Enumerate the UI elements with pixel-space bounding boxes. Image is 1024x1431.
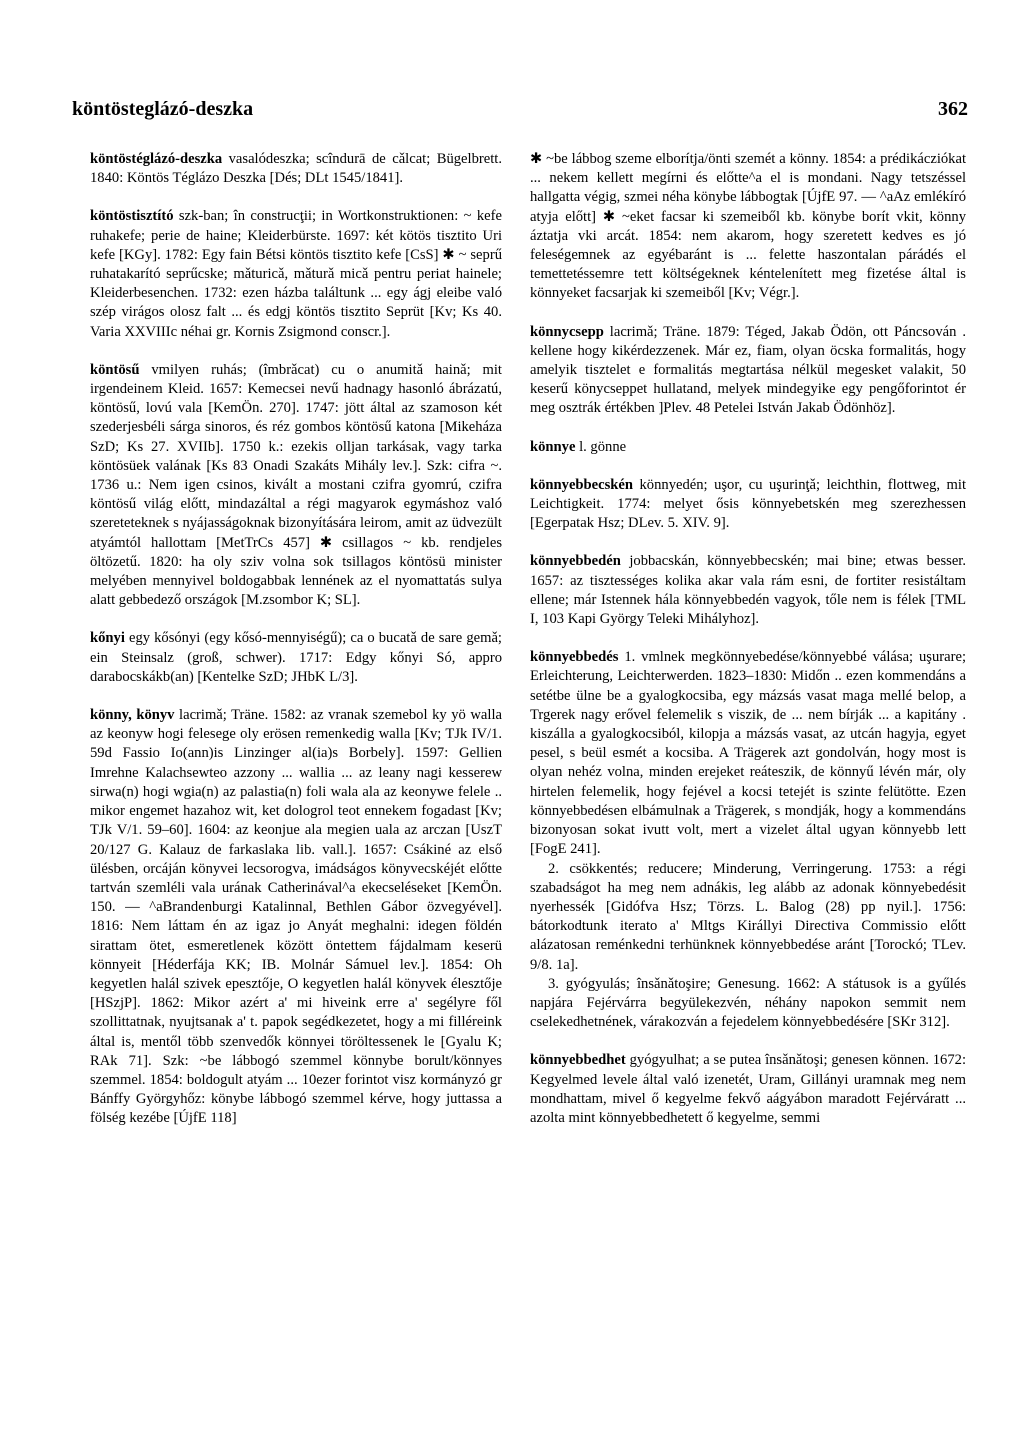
entry-text: l. gönne bbox=[579, 438, 627, 455]
dictionary-entry bbox=[90, 150, 502, 188]
entry-text: 3. gyógyulás; însǎnǎtoşire; Genesung. 1662: A státusok is a gyűlés napjára Fejérvárra begyülekezvén, néhány napokon semmit nem cselekedhetnének, várakozván a fejedelem könnyebbedésére [SKr 312]. bbox=[530, 975, 966, 1031]
entry-paragraph bbox=[90, 207, 502, 341]
entry-text: vmilyen ruhás; (îmbrǎcat) cu o anumitǎ hainǎ; mit irgendeinem Kleid. 1657: Kemecsei nevű hadnagy hasonló ábrázatú, köntösű, lovú vala [KemÖn. 270]. 1747: jött által az szamoson két szederjesbéli sárga sinoros, és réz gombos köntösű katona [Mikeháza SzD; Ks 27. XVIIb]. 1750 k.: ezekis olljan tarkásak, vagy tarka köntösüek valának [Ks 83 Onadi Szakáts Mihály lev.]. Szk: cifra ~. 1736 u.: Nem igen csinos, kivált a mostani czifra gyomrú, czifra köntösű világ előtt, mindazáltal a régi magyarok egymáshoz való szereteteknek s nyájasságoknak bizonyítására leirom, amit az üdvezült atyámtól hallottam [MetTrCs 457] ✱ csillagos ~ kb. rendjeles öltözetű. 1820: ha oly sziv volna sok tsillagos köntösü minister melyében mennyivel boldogabbak lennének az el nyomattatás sulya alatt gebbedező országok [M.zsombor K; SL]. bbox=[90, 361, 502, 609]
entry-headword: könnyebbedhet bbox=[530, 1052, 626, 1069]
entry-headword: könny, könyv bbox=[90, 707, 175, 724]
left-column bbox=[90, 150, 502, 1148]
entry-text: jobbacskán, könnyebbecskén; mai bine; etwas besser. 1657: az tisztességes kolika akar vala rám esni, de fortiter resistáltam ellene; már Istennek hála könnyebbedén vagyok, tőle nem is félek [TML I, 103 Kapi György Teleki Mihályhoz]. bbox=[530, 553, 966, 628]
dictionary-entry bbox=[530, 323, 966, 419]
entry-paragraph bbox=[530, 323, 966, 419]
entry-text: 1. vmlnek megkönnyebedése/könnyebbé válása; uşurare; Erleichterung, Leichterwerden. 1823–1830: Midőn .. ezen kommendáns a setétbe ülne be a gyalogkocsiba, egy mázsás vasat maga mellé belop, a Trgerek nagy erővel felemelik s viszik, de ... nem bírják ... a kapitány . kiszálla a gyalogkocsiból, kilopja a mázsás vasat, az utcán hagyja, egyet pesel, s beül esmét a kocsiba. A Trägerek azt gondolván, hogy most is olyan nehéz volna, minden erejeket reáteszik, de könnyű lévén már, oly hirtelen felemelik, hogy fejével a kocsi tetejét is szinte felütötte. Ezen könnyebbedésen elbámulnak a Trägerek, s mondják, hogy a kommendáns bizonyosan sokat ivutt volt, mert a vizelet által ugyan könnyebb lett [FogE 241]. bbox=[530, 649, 967, 858]
entry-paragraph bbox=[530, 476, 966, 534]
running-head: köntösteglázó-deszka bbox=[72, 98, 254, 120]
entry-headword: könnye bbox=[530, 438, 576, 455]
entry-paragraph bbox=[90, 361, 502, 611]
dictionary-entry bbox=[530, 150, 966, 304]
entry-headword: köntöstisztító bbox=[90, 208, 174, 225]
entry-paragraph bbox=[530, 438, 966, 457]
entry-headword: könnyebbedés bbox=[530, 649, 619, 666]
dictionary-entry bbox=[90, 706, 502, 1128]
page-number: 362 bbox=[938, 98, 968, 120]
right-column bbox=[530, 150, 966, 1147]
entry-paragraph bbox=[530, 552, 966, 629]
entry-paragraph bbox=[90, 706, 502, 1128]
entry-headword: köntöstéglázó-deszka bbox=[90, 151, 223, 167]
dictionary-entry bbox=[530, 438, 966, 457]
dictionary-entry bbox=[90, 361, 502, 611]
entry-text: könnyedén; uşor, cu uşurinţǎ; leichthin, flottweg, mit Leichtigkeit. 1774: melyet ősis könnyebetskén meg szerezhessen [Egerpatak Hsz; DLev. 5. XIV. 9]. bbox=[530, 476, 966, 532]
entry-text: lacrimǎ; Träne. 1582: az vranak szemebol ky yö walla az keonyw hogi felesege oly erösen remenkedig walla [Kv; TJk IV/1. 59d Fassio Io(ann)is Linzinger al(ia)s Borbely]. 1597: Gellien Imrehne Kalachsewteo azzony ... wallia ... az leany nagi kesserew sirwa(n) hogi wgia(n) az palastia(n) foli wala ala az keonywe felele .. mikor engemet hazahoz wit, ket dologrol teot ennekem fogadast [Kv; TJk V/1. 59–60]. 1604: az keonjue ala megien uala az arczan [UszT 20/127 G. Kalauz de farkaslaka lib. vall.]. 1657: Csákiné az első ülésben, orcáján könyvei lecsorogva, imádságos könyvecskéjét előtte tartván szemléli vala urának Catherinával^a ekecseléseket [KemÖn. 150. — ^aBrandenburgi Katalinnal, Bethlen Gábor özvegyével]. 1816: Nem láttam én az igaz jo Anyát meghalni: idegen földén sirattam ötet, esmeretlenek között öntettem fájdalmam keserü könnyeit [Héderfája KK; IB. Molnár Sámuel lev.]. 1854: Oh kegyetlen halál szivek epesztője, O kegyetlen halál könyvek élesztője [HSzjP]. 1862: Mikor azért a' mi hiveink erre a' segélyre fől szollittatnak, nyujtsanak a' t. papok segédkezetet, hogy a mi filléreink által is, mentől több szenvedők könnyei töröltessenek le [Gyalu K; RAk 71]. Szk: ~be lábbogó szemmel könnybe borult/könnyes szemmel. 1854: boldogult atyám ... 10ezer forintot visz kormányzó gr Bánffy Györgyhőz: könybe lábbogó szemmel kérve, hogy juttassa a fölség kezébe [ÚjfE 118] bbox=[90, 707, 502, 1127]
dictionary-entry bbox=[530, 476, 966, 534]
entry-text: egy kősónyi (egy kősó-mennyiségű); ca o bucatǎ de sare gemǎ; ein Steinsalz (groß, schwer). 1717: Edgy kőnyi Só, appro darabocskákb(an) [Kentelke SzD; JHbK L/3]. bbox=[90, 630, 502, 685]
entry-headword: könnyebbedén bbox=[530, 553, 621, 570]
entry-headword: könnycsepp bbox=[530, 323, 604, 340]
entry-text: 2. csökkentés; reducere; Minderung, Verringerung. 1753: a régi szabadságot ha meg nem adnákis, leg alább az adonak könnyebedésit nyerhessék [Gidófva Hsz; Törzs. L. Balog (28) pp nyil.]. 1756: bátorkodtunk iterato a' Mltgs Királlyi Directiva Commissio előtt alázatosan reménkedni terhünknek könnyebbedése aránt [Torockó; TLev. 9/8. 1a]. bbox=[530, 860, 966, 973]
entry-paragraph bbox=[90, 629, 502, 687]
entry-headword: könnyebbecskén bbox=[530, 476, 633, 493]
dictionary-entry bbox=[530, 648, 966, 1032]
entry-headword: kőnyi bbox=[90, 630, 125, 647]
entry-headword: köntösű bbox=[90, 361, 140, 378]
entry-paragraph bbox=[530, 150, 966, 304]
dictionary-entry bbox=[530, 1051, 966, 1128]
entry-paragraph bbox=[530, 860, 966, 975]
entry-paragraph bbox=[530, 975, 966, 1033]
page-header bbox=[72, 98, 968, 128]
entry-paragraph bbox=[90, 150, 502, 188]
dictionary-entry bbox=[530, 552, 966, 629]
dictionary-entry bbox=[90, 207, 502, 341]
entry-text: szk-ban; în construcţii; in Wortkonstruktionen: ~ kefe ruhakefe; perie de haine; Kleiderbürste. 1697: két kötös tisztito Uri kefe [KGy]. 1782: Egy fain Bétsi köntös tisztito kefe [CsS] ✱ ~ seprű ruhatakarító seprűcske; mǎturicǎ, mǎturǎ micǎ pentru periat hainele; Kleiderbesenchen. 1732: ezen házba találtunk ... egy ágj eleibe való szép virágos olosz falt ... és edgj köntös tisztito Seprüt [Kv; Ks 40. Varia XXVIIIc néhai gr. Kornis Zsigmond conscr.]. bbox=[90, 208, 502, 340]
entry-text: ✱ ~be lábbog szeme elborítja/önti szemét a könny. 1854: a prédikácziókat ... nekem kellett megírni és előtte^a el is mondani. Nagy tetszéssel hallgatta végig, szmei néha könybe lábbogtak [ÚjfE 97. — ^aAz emlékíró atyja előtt] ✱ ~eket facsar ki szemeiből kb. könybe borít vkit, könny áztatja vki arcát. 1854: nem akarom, hogy szeretett kedves es jó feleségemnek az egyébaránt is ... felette haszontalan párádés el temettetéssemre tett költségeknek kéntelenített meg fizetése által is könnyeket facsarjak ki szemeiből [Kv; Végr.]. bbox=[530, 151, 966, 302]
entry-text: vasalódeszka; scîndurā de cǎlcat; Bügelbrett. 1840: Köntös Téglázo Deszka [Dés; DLt 1545/1841]. bbox=[90, 151, 502, 187]
entry-text: lacrimǎ; Träne. 1879: Téged, Jakab Ödön, ott Páncsován . kellene hogy kikérdezzenek. Már ez, fiam, olyan öcska formalitás, hogy amelyik tisztelet e formalitás megtartása nélkül megesket valakit, 50 keserű könycseppet hullatand, melyek mindegyike egy pengőforintot ér meg osztrák értékben ]Plev. 48 Petelei István Jakab Ödönhöz]. bbox=[530, 323, 966, 417]
dictionary-entry bbox=[90, 629, 502, 687]
entry-paragraph bbox=[530, 648, 966, 859]
entry-text: gyógyulhat; a se putea însǎnǎtoşi; genesen können. 1672: Kegyelmed levele által való izenetét, Uram, Gillányi uramnak meg nem mondhattam, mivel ő kegyelme fekvő aágyábon maradott Fejérváratt ... azolta mint könnyebbedhetett ő kegyelme, semmi bbox=[530, 1052, 966, 1126]
entry-paragraph bbox=[530, 1051, 966, 1128]
